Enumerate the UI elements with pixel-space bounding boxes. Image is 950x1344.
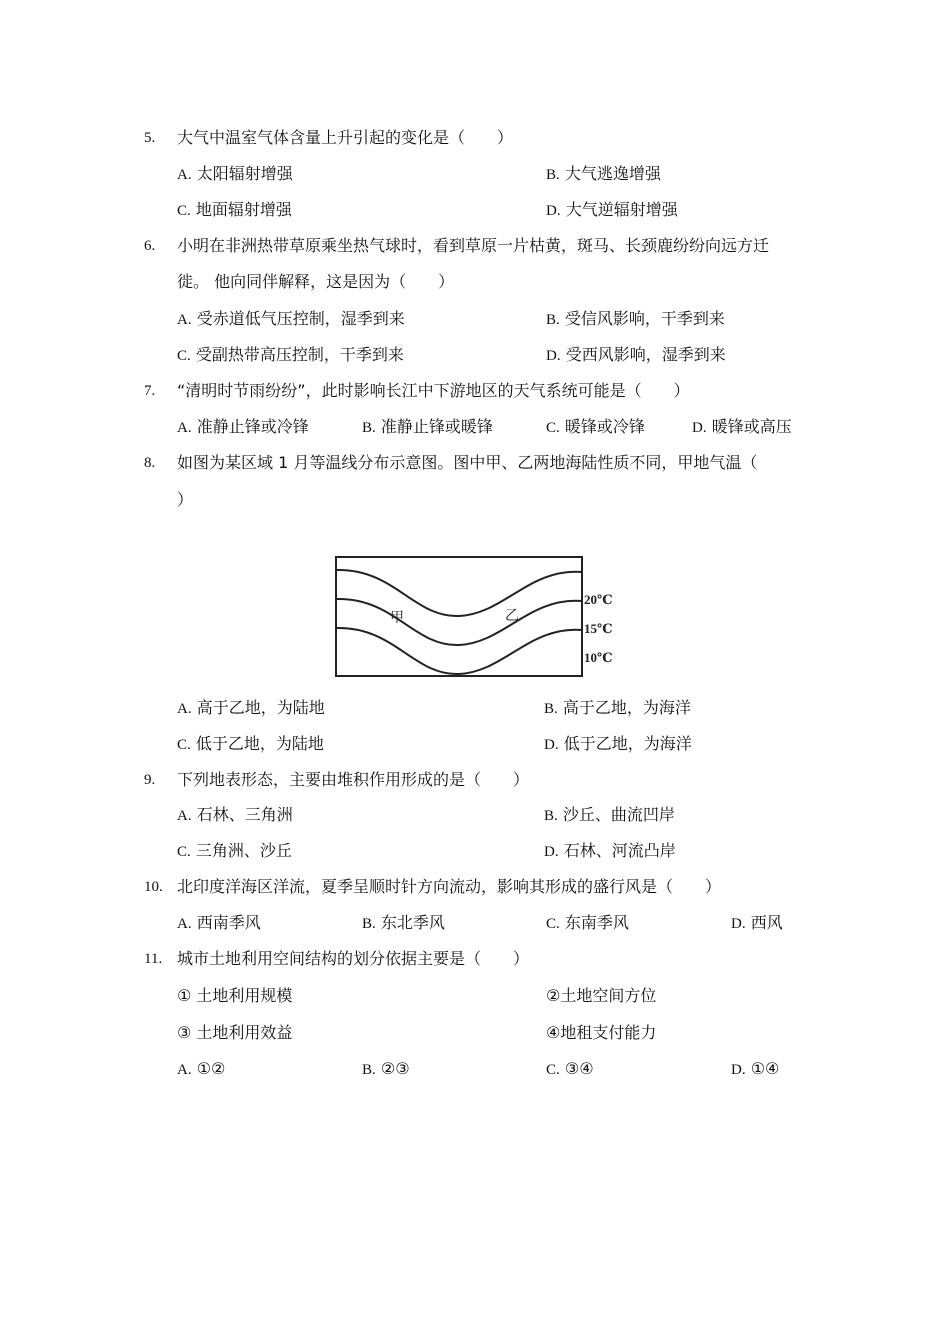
question-number: 11.: [144, 951, 163, 967]
question-9: [0, 766, 950, 794]
option-d: D. 大气逆辐射增强: [546, 200, 678, 219]
question-number: 6.: [144, 238, 156, 254]
option-d: D. 暖锋或高压: [692, 417, 792, 436]
option-a: A. ①②: [177, 1059, 226, 1078]
question-stem: 北印度洋海区洋流，夏季呈顺时针方向流动，影响其形成的盛行风是（ ）: [177, 877, 722, 896]
item-4: ④地租支付能力: [546, 1023, 657, 1042]
option-b: B. 大气逃逸增强: [546, 164, 661, 183]
options-row: [0, 694, 950, 722]
option-a: A. 太阳辐射增强: [177, 164, 293, 183]
option-a: A. 石林、三角洲: [177, 805, 293, 824]
question-stem: 下列地表形态，主要由堆积作用形成的是（ ）: [177, 770, 530, 789]
question-stem: 城市土地利用空间结构的划分依据主要是（ ）: [177, 949, 530, 968]
option-a: A. 高于乙地，为陆地: [177, 698, 325, 717]
option-b: B. 准静止锋或暖锋: [362, 417, 493, 436]
option-c: C. ③④: [546, 1059, 594, 1078]
question-10: [0, 873, 950, 901]
option-d: D. 石林、河流凸岸: [544, 841, 676, 860]
option-c: C. 受副热带高压控制，干季到来: [177, 345, 404, 364]
options-row: [0, 160, 950, 188]
options-row: [0, 413, 950, 441]
option-b: B. ②③: [362, 1059, 410, 1078]
isotherm-15: [336, 599, 582, 645]
option-a: A. 受赤道低气压控制，湿季到来: [177, 309, 405, 328]
question-number: 9.: [144, 772, 156, 788]
options-row: [0, 196, 950, 224]
question-5: [0, 124, 950, 152]
question-8: [0, 449, 950, 477]
isotherm-label-15: 15℃: [584, 621, 613, 636]
options-row: [0, 1055, 950, 1083]
isotherm-20: [336, 570, 582, 616]
label-yi: 乙: [505, 608, 519, 624]
isotherm-label-20: 20℃: [584, 592, 613, 607]
question-6: [0, 232, 950, 260]
question-stem-cont: 徙。 他向同伴解释，这是因为（ ）: [177, 272, 455, 291]
question-11: [0, 945, 950, 973]
question-6-cont: [0, 268, 950, 296]
item-3: ③ 土地利用效益: [177, 1023, 293, 1042]
isotherm-figure: [334, 554, 624, 678]
question-number: 7.: [144, 383, 156, 399]
options-row: [0, 801, 950, 829]
options-row: [0, 730, 950, 758]
label-jia: 甲: [390, 610, 404, 626]
question-number: 10.: [144, 879, 163, 895]
option-d: D. ①④: [731, 1059, 780, 1078]
option-c: C. 低于乙地，为陆地: [177, 734, 324, 753]
question-stem: 大气中温室气体含量上升引起的变化是（ ）: [177, 128, 514, 147]
question-number: 5.: [144, 130, 156, 146]
option-d: D. 受西风影响，湿季到来: [546, 345, 726, 364]
option-c: C. 地面辐射增强: [177, 200, 292, 219]
option-d: D. 西风: [731, 913, 783, 932]
options-row: [0, 305, 950, 333]
question-number: 8.: [144, 455, 156, 471]
items-row: [0, 1019, 950, 1047]
option-b: B. 东北季风: [362, 913, 445, 932]
question-8-cont: [0, 486, 950, 514]
question-7: [0, 377, 950, 405]
isotherm-label-10: 10℃: [584, 650, 613, 665]
option-b: B. 受信风影响，干季到来: [546, 309, 725, 328]
option-a: A. 西南季风: [177, 913, 261, 932]
isotherm-10: [336, 628, 582, 674]
items-row: [0, 982, 950, 1010]
option-b: B. 高于乙地，为海洋: [544, 698, 691, 717]
item-1: ① 土地利用规模: [177, 986, 293, 1005]
item-2: ②土地空间方位: [546, 986, 657, 1005]
option-d: D. 低于乙地，为海洋: [544, 734, 692, 753]
options-row: [0, 909, 950, 937]
question-stem: 小明在非洲热带草原乘坐热气球时，看到草原一片枯黄，斑马、长颈鹿纷纷向远方迁: [177, 236, 770, 255]
option-a: A. 准静止锋或冷锋: [177, 417, 309, 436]
option-c: C. 三角洲、沙丘: [177, 841, 292, 860]
question-stem: 如图为某区域 1 月等温线分布示意图。图中甲、乙两地海陆性质不同，甲地气温（: [177, 453, 758, 472]
options-row: [0, 837, 950, 865]
option-c: C. 东南季风: [546, 913, 629, 932]
question-stem: “清明时节雨纷纷”，此时影响长江中下游地区的天气系统可能是（ ）: [177, 381, 690, 400]
options-row: [0, 341, 950, 369]
option-b: B. 沙丘、曲流凹岸: [544, 805, 675, 824]
question-stem-cont: ）: [177, 490, 194, 509]
option-c: C. 暖锋或冷锋: [546, 417, 645, 436]
